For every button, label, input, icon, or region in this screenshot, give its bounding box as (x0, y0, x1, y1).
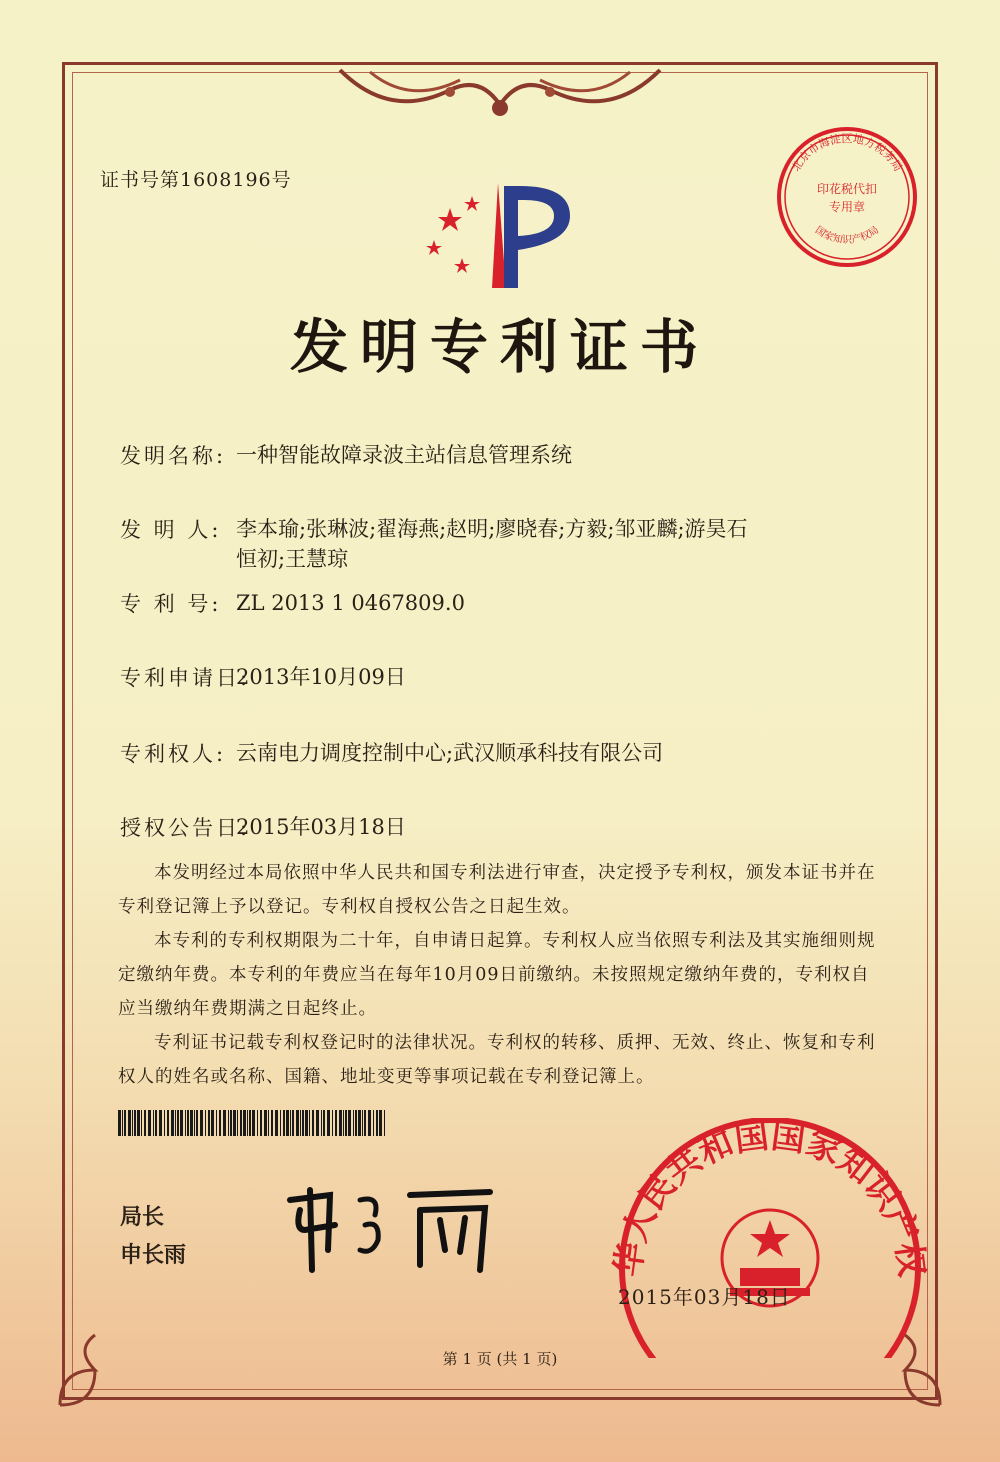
corner-ornament-icon (55, 1330, 135, 1410)
barcode-bar (159, 1110, 162, 1136)
director-signature-icon (280, 1170, 510, 1280)
barcode-bar (134, 1110, 136, 1136)
patentee-value: 云南电力调度控制中心;武汉顺承科技有限公司 (236, 741, 664, 765)
barcode-bar (327, 1110, 330, 1136)
barcode-bar (286, 1110, 289, 1136)
barcode-bar (185, 1110, 186, 1136)
barcode-bar (216, 1110, 217, 1136)
barcode-bar (128, 1110, 131, 1136)
barcode-bar (379, 1110, 382, 1136)
barcode-bar (118, 1110, 121, 1136)
seal-date: 2015年03月18日 (618, 1285, 791, 1309)
barcode-bar (200, 1110, 203, 1136)
barcode-bar (175, 1110, 176, 1136)
barcode-bar (353, 1110, 354, 1136)
barcode-bar (271, 1110, 273, 1136)
tax-stamp-outer-text: 北京市海淀区地方税务局 (789, 132, 905, 174)
application-date-label: 专利申请日: (120, 666, 251, 690)
barcode-bar (376, 1110, 378, 1136)
barcode-bar (300, 1110, 301, 1136)
barcode-bar (323, 1110, 325, 1136)
barcode-bar (171, 1110, 174, 1136)
svg-text:中华人民共和国国家知识产权局 (600, 1118, 932, 1279)
inventors-value: 李本瑜;张琳波;翟海燕;赵明;廖晓春;方毅;邹亚麟;游昊石恒初;王慧琼 (236, 517, 748, 571)
certificate-title: 发明专利证书 (289, 313, 710, 381)
grant-date-value: 2015年03月18日 (236, 815, 406, 839)
barcode-bar (211, 1110, 214, 1136)
barcode-bar (373, 1110, 374, 1136)
patent-number-field (120, 588, 836, 618)
barcode-bar (339, 1110, 342, 1136)
barcode-bar (144, 1110, 146, 1136)
barcode-bar (292, 1110, 294, 1136)
page-footer: 第 1 页 (共 1 页) (442, 1350, 558, 1368)
barcode-bar (249, 1110, 251, 1136)
paragraph-term: 本专利的专利权期限为二十年，自申请日起算。专利权人应当依照专利法及其实施细则规定缴纳年费。本专利的年费应当在每年10月09日前缴纳。未按照规定缴纳年费的，专利权自应当缴纳年费期满之日起终止。 (118, 931, 876, 1019)
barcode-bar (153, 1110, 154, 1136)
director-name: 申长雨 (120, 1243, 187, 1268)
barcode-bar (194, 1110, 195, 1136)
seal-issuer-text: 华人民共和国国家知识产权 (608, 1118, 932, 1280)
barcode-bar (122, 1110, 123, 1136)
inventors-label: 发 明 人: (120, 518, 222, 542)
barcode-bar (196, 1110, 198, 1136)
barcode-bar (124, 1110, 126, 1136)
invention-name-label: 发明名称: (120, 444, 227, 468)
barcode-bar (230, 1110, 232, 1136)
patent-number-value: ZL 2013 1 0467809.0 (236, 591, 465, 615)
barcode-bar (240, 1110, 242, 1136)
barcode-bar (155, 1110, 157, 1136)
invention-name-value: 一种智能故障录波主站信息管理系统 (236, 443, 572, 467)
barcode-bar (247, 1110, 248, 1136)
barcode-bar (252, 1110, 255, 1136)
application-date-field (120, 662, 836, 692)
barcode-bar (228, 1110, 229, 1136)
barcode-bar (164, 1110, 165, 1136)
barcode-bar (190, 1110, 193, 1136)
application-date-value: 2013年10月09日 (236, 665, 406, 689)
barcode-bar (187, 1110, 189, 1136)
paragraph-examination: 本发明经过本局依照中华人民共和国专利法进行审查，决定授予专利权，颁发本证书并在专利登记簿上予以登记。专利权自授权公告之日起生效。 (118, 863, 876, 917)
barcode-bar (243, 1110, 246, 1136)
barcode-bar (358, 1110, 361, 1136)
barcode-bar (257, 1110, 258, 1136)
certificate-number: 证书号第1608196号 (100, 169, 292, 191)
barcode-bar (309, 1110, 310, 1136)
tax-stamp-inner-text: 印花税代扣专用章 (817, 182, 877, 214)
patentee-field (120, 738, 836, 768)
director-title: 局长 (120, 1205, 165, 1230)
barcode-bar (223, 1110, 226, 1136)
paragraph-legal-status: 专利证书记载专利权登记时的法律状况。专利权的转移、质押、无效、终止、恢复和专利权人的姓名或名称、国籍、地址变更等事项记载在专利登记簿上。 (118, 1033, 876, 1087)
barcode-bar (321, 1110, 322, 1136)
barcode-bar (290, 1110, 291, 1136)
top-ornament-icon (330, 60, 670, 130)
barcode-bar (384, 1110, 385, 1136)
barcode-icon (118, 1110, 388, 1136)
tax-stamp (772, 122, 922, 276)
barcode-bar (368, 1110, 371, 1136)
barcode-bar (208, 1110, 210, 1136)
inventors-field (120, 514, 756, 574)
barcode-bar (280, 1110, 281, 1136)
barcode-bar (343, 1110, 344, 1136)
barcode-bar (260, 1110, 262, 1136)
barcode-bar (148, 1110, 151, 1136)
barcode-bar (348, 1110, 351, 1136)
barcode-bar (132, 1110, 133, 1136)
barcode-bar (362, 1110, 363, 1136)
barcode-bar (177, 1110, 179, 1136)
barcode-bar (141, 1110, 142, 1136)
grant-date-field (120, 812, 836, 842)
barcode-bar (332, 1110, 333, 1136)
barcode-bar (219, 1110, 221, 1136)
tax-stamp-bottom-text: 国家知识产权局 (812, 224, 882, 246)
patentee-label: 专利权人: (120, 742, 227, 766)
barcode-bar (305, 1110, 308, 1136)
barcode-bar (205, 1110, 206, 1136)
barcode-bar (364, 1110, 366, 1136)
barcode-bar (275, 1110, 278, 1136)
barcode-bar (137, 1110, 140, 1136)
grant-date-label: 授权公告日: (120, 816, 251, 840)
barcode-bar (180, 1110, 183, 1136)
barcode-bar (345, 1110, 347, 1136)
barcode-bar (335, 1110, 337, 1136)
invention-name-field (120, 440, 836, 470)
barcode-bar (268, 1110, 269, 1136)
barcode-bar (316, 1110, 319, 1136)
barcode-bar (167, 1110, 169, 1136)
patent-number-label: 专 利 号: (120, 592, 222, 616)
barcode-bar (312, 1110, 314, 1136)
barcode-bar (264, 1110, 267, 1136)
barcode-bar (355, 1110, 357, 1136)
barcode-bar (233, 1110, 236, 1136)
svg-text:北京市海淀区地方税务局 (789, 131, 904, 173)
barcode-bar (283, 1110, 285, 1136)
svg-text:国家知识产权局 (813, 224, 881, 246)
barcode-bar (296, 1110, 299, 1136)
ip-office-seal (600, 1118, 940, 1362)
barcode-bar (237, 1110, 238, 1136)
barcode-bar (302, 1110, 304, 1136)
patent-office-emblem-icon (420, 178, 580, 298)
